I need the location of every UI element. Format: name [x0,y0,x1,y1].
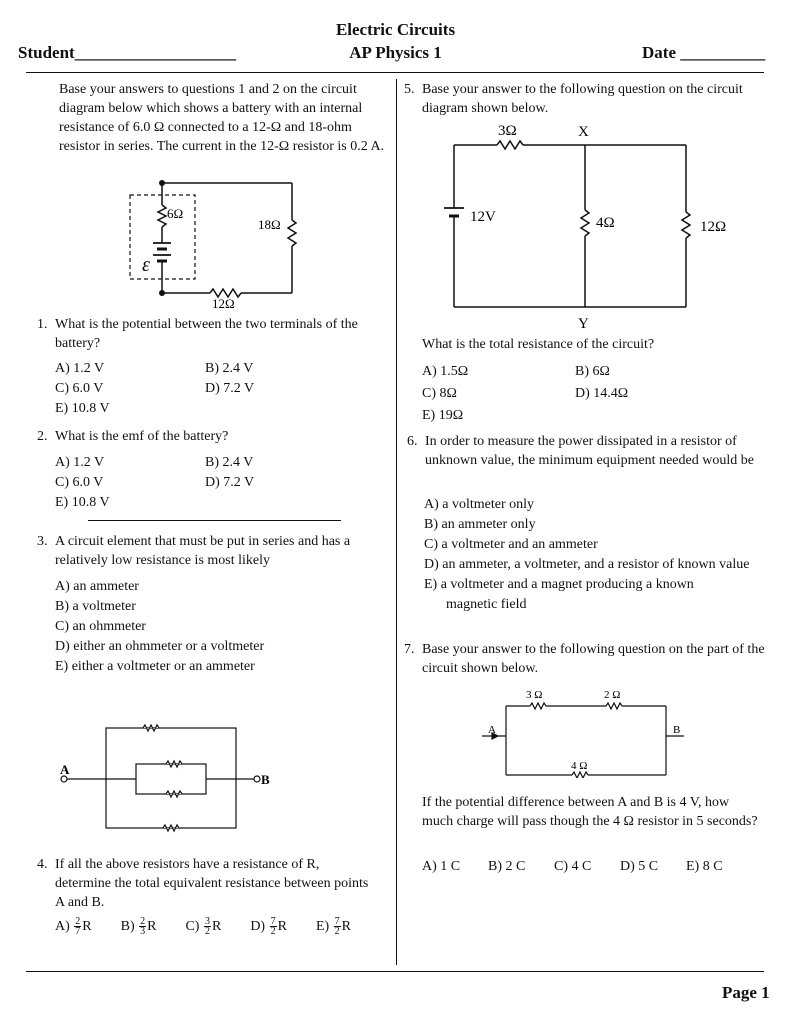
choice: C) 4 C [554,859,592,874]
question-7-prompt: If the potential difference between A and B is 4 V, how much charge will pass though the 4 Ω resistor in 5 seconds? [422,795,758,829]
choice: A) 1.2 V [55,361,105,376]
question-3-choices [55,577,264,677]
question-1-number: 1. [37,317,48,332]
point-a-label: A [488,724,496,736]
choice-letter: D) [250,919,266,934]
resistor-4-label: 4Ω [596,215,615,231]
choice: D) either an ohmmeter or a voltmeter [55,639,265,654]
numerator: 2 [140,916,146,928]
page-title: Electric Circuits [335,20,456,39]
choice-letter: B) [120,919,135,934]
question-4-choices [55,917,351,937]
question-3-text: A circuit element that must be put in series and has a relatively low resistance is most likely [55,534,351,568]
internal-resistance-label: 6Ω [167,206,184,221]
bottom-resistor-label: 12Ω [212,296,235,310]
student-field: Student___________________ [18,43,237,62]
choice: B) 2.4 V [205,361,254,376]
choice: A) a voltmeter only [424,497,535,512]
fraction [270,917,277,936]
choice: D) 5 C [620,859,659,874]
choice-e [315,916,351,938]
choice: D) an ammeter, a voltmeter, and a resistor of known value [424,557,750,572]
denominator: 2 [334,926,340,938]
question-4-number: 4. [37,857,48,872]
point-b-label: B [673,724,681,736]
question-6-choices [424,495,764,615]
choice-d [250,916,287,938]
choice-letter: A) [55,919,70,934]
question-5 [404,80,766,118]
choice: B) 2.4 V [205,455,254,470]
question-6-text: In order to measure the power dissipated in a resistor of unknown value, the minimum equipment needed would be [425,434,754,468]
numerator: 3 [204,916,210,928]
question-2-text: What is the emf of the battery? [55,429,229,444]
fraction [334,917,341,936]
course-title: AP Physics 1 [349,43,442,62]
footer-rule [26,971,764,972]
choice: C) a voltmeter and an ammeter [424,537,598,552]
choice: D) 14.4Ω [575,386,629,401]
intro-text: Base your answers to questions 1 and 2 on the circuit diagram below which shows a battery with an internal resistance of 6.0 Ω connected to a 12-Ω and 18-ohm resistor in series. The current in the 12-Ω resistor is 0.2 A. [59,82,385,154]
section-divider [88,520,341,521]
choice-c [185,916,222,938]
choice: E) 8 C [686,859,723,874]
resistor-3-label: 3 Ω [526,689,543,701]
page-number: Page 1 [722,983,770,1002]
question-5-text: Base your answer to the following question on the circuit diagram shown below. [422,82,743,116]
numerator: 2 [75,916,81,928]
choice: A) 1.5Ω [422,364,469,379]
choice: A) 1.2 V [55,455,105,470]
choice: A) 1 C [422,859,461,874]
question-7-choices [422,857,723,877]
denominator: 7 [75,926,81,938]
battery-label: 12V [470,209,496,225]
denominator: 2 [204,926,210,938]
choice: E) 10.8 V [55,401,110,416]
choice: A) an ammeter [55,579,139,594]
emf-symbol: ε [142,254,150,276]
node-y-label: Y [578,316,589,332]
resistor-4-label: 4 Ω [571,760,588,772]
question-7 [404,640,766,678]
denominator: 2 [270,926,276,938]
question-1-text: What is the potential between the two terminals of the battery? [55,317,358,351]
question-5-number: 5. [404,82,415,97]
choice: B) 6Ω [575,364,610,379]
question-2 [37,427,394,446]
unit: R [82,919,92,934]
resistor-12-label: 12Ω [700,219,727,235]
figure-battery-circuit [120,175,310,310]
question-5-prompt: What is the total resistance of the circuit? [422,337,655,352]
choice: E) 10.8 V [55,495,110,510]
unit: R [147,919,157,934]
choice: E) either a voltmeter or an ammeter [55,659,255,674]
numerator: 7 [334,916,340,928]
figure-partial-circuit [478,684,688,778]
choice: B) an ammeter only [424,517,536,532]
denominator: 3 [140,926,146,938]
choice-letter: C) [185,919,200,934]
question-3-number: 3. [37,534,48,549]
choice: E) 19Ω [422,408,464,423]
resistor-2-label: 2 Ω [604,689,621,701]
fraction [74,917,81,936]
choice-letter: E) [315,919,330,934]
unit: R [341,919,351,934]
header-rule [26,72,764,73]
choice: B) a voltmeter [55,599,136,614]
choice: D) 7.2 V [205,475,255,490]
question-4 [37,855,372,912]
fraction [204,917,211,936]
point-b-label: B [261,772,270,787]
question-4-text: If all the above resistors have a resistance of R, determine the total equivalent resistance between points A and B. [55,857,369,910]
choice: C) 6.0 V [55,381,104,396]
node-x-label: X [578,124,589,140]
right-resistor-label: 18Ω [258,217,281,232]
choice: C) an ohmmeter [55,619,146,634]
figure-resistor-network [56,718,286,838]
choice-a [55,916,92,938]
question-3 [37,532,394,570]
question-6-number: 6. [407,434,418,449]
question-7-text: Base your answer to the following question on the part of the circuit shown below. [422,642,765,676]
choice: E) a voltmeter and a magnet producing a known magnetic field [424,577,694,612]
question-2-number: 2. [37,429,48,444]
choice: B) 2 C [488,859,526,874]
choice: C) 6.0 V [55,475,104,490]
question-7-number: 7. [404,642,415,657]
question-1 [37,315,394,353]
numerator: 7 [270,916,276,928]
choice: C) 8Ω [422,386,457,401]
fraction [139,917,146,936]
choice-b [120,916,157,938]
figure-parallel-circuit [430,118,750,334]
date-field: Date __________ [642,43,766,62]
resistor-3-label: 3Ω [498,123,517,139]
column-divider [396,79,397,965]
choice: D) 7.2 V [205,381,255,396]
unit: R [277,919,287,934]
point-a-label: A [60,762,70,777]
question-6 [407,432,762,470]
unit: R [211,919,222,934]
